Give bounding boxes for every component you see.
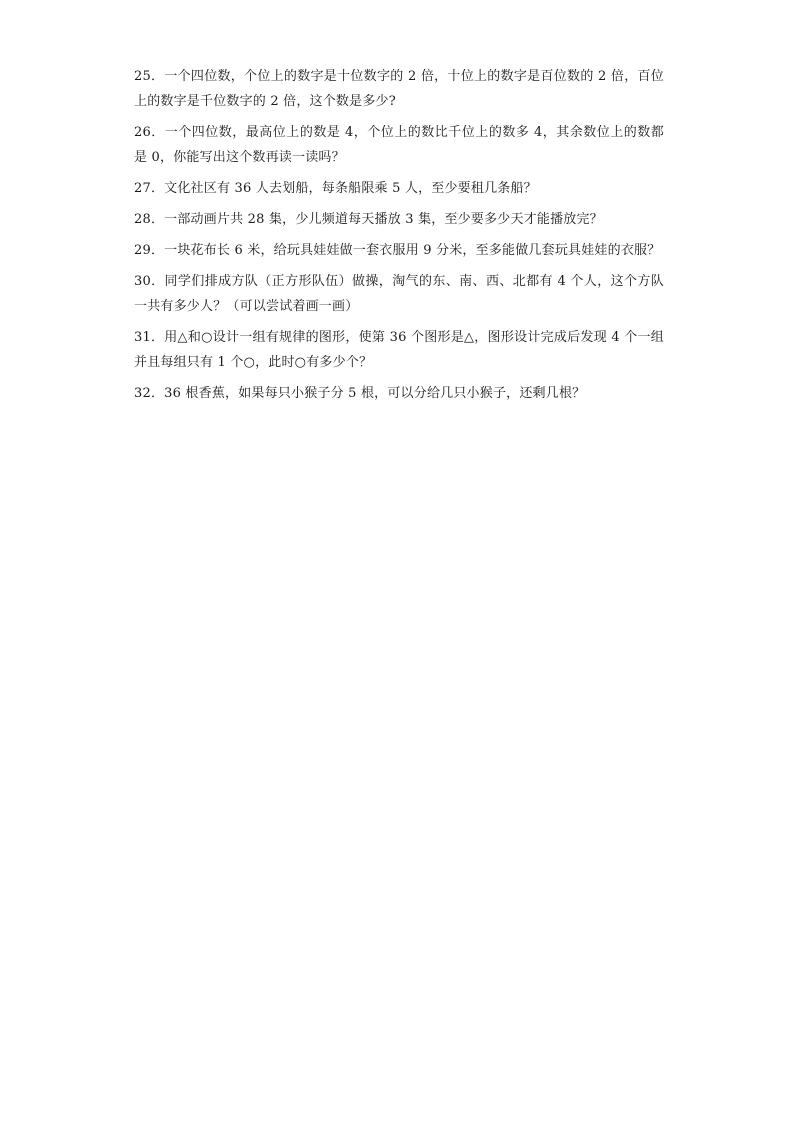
question-29: 29．一块花布长 6 米，给玩具娃娃做一套衣服用 9 分米，至多能做几套玩具娃娃的衣服？ xyxy=(134,243,661,258)
question-30: 30．同学们排成方队（正方形队伍）做操，淘气的东、南、西、北都有 4 个人，这个方队一共有多少人？（可以尝试着画一画） xyxy=(134,274,664,314)
question-31: 31．用△和○设计一组有规律的图形，使第 36 个图形是△，图形设计完成后发现 4 个一组并且每组只有 1 个○，此时○有多少个？ xyxy=(134,330,664,370)
question-28: 28．一部动画片共 28 集，少儿频道每天播放 3 集，至少要多少天才能播放完？ xyxy=(134,212,603,227)
question-25: 25．一个四位数，个位上的数字是十位数字的 2 倍，十位上的数字是百位数的 2 倍，百位上的数字是千位数字的 2 倍，这个数是多少? xyxy=(134,69,664,109)
question-26: 26．一个四位数，最高位上的数是 4，个位上的数比千位上的数多 4，其余数位上的数都是 0，你能写出这个数再读一读吗？ xyxy=(134,125,664,165)
question-27: 27．文化社区有 36 人去划船，每条船限乘 5 人，至少要租几条船？ xyxy=(134,181,537,196)
question-list xyxy=(134,64,664,412)
question-32: 32．36 根香蕉，如果每只小猴子分 5 根，可以分给几只小猴子，还剩几根？ xyxy=(134,386,586,401)
